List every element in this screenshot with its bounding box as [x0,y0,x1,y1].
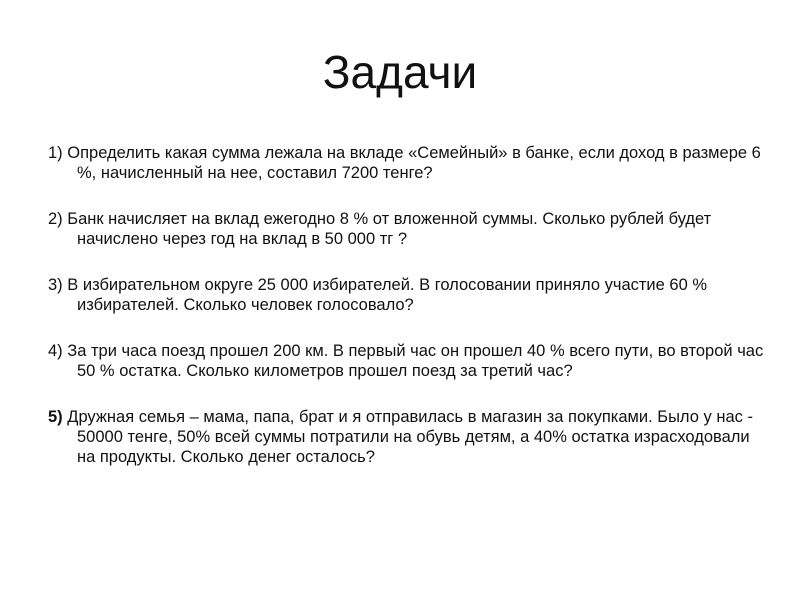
task-text-4: За три часа поезд прошел 200 км. В первый час он прошел 40 % всего пути, во второй час 50 % остатка. Сколько километров прошел поезд за третий час? [67,342,764,380]
task-number-2: 2) [48,210,63,228]
task-item-4 [48,341,764,381]
task-text-3: В избирательном округе 25 000 избирателей. В голосовании приняло участие 60 % избирателей. Сколько человек голосовало? [67,276,708,314]
task-item-2 [48,209,764,249]
task-number-4: 4) [48,342,63,360]
task-list [48,143,764,467]
task-number-1: 1) [48,144,63,162]
task-item-3 [48,275,764,315]
task-text-5: Дружная семья – мама, папа, брат и я отправилась в магазин за покупками. Было у нас - 50000 тенге, 50% всей суммы потратили на обувь детям, а 40% остатка израсходовали на продукты. Сколько денег осталось? [67,408,753,466]
task-number-3: 3) [48,276,63,294]
task-number-5: 5) [48,408,63,426]
task-text-1: Определить какая сумма лежала на вкладе «Семейный» в банке, если доход в размере 6 %, начисленный на нее, составил 7200 тенге? [67,144,761,182]
task-item-1 [48,143,764,183]
task-text-2: Банк начисляет на вклад ежегодно 8 % от вложенной суммы. Сколько рублей будет начислено через год на вклад в 50 000 тг ? [67,210,712,248]
slide-title: Задачи [322,46,478,98]
task-item-5 [48,407,764,467]
